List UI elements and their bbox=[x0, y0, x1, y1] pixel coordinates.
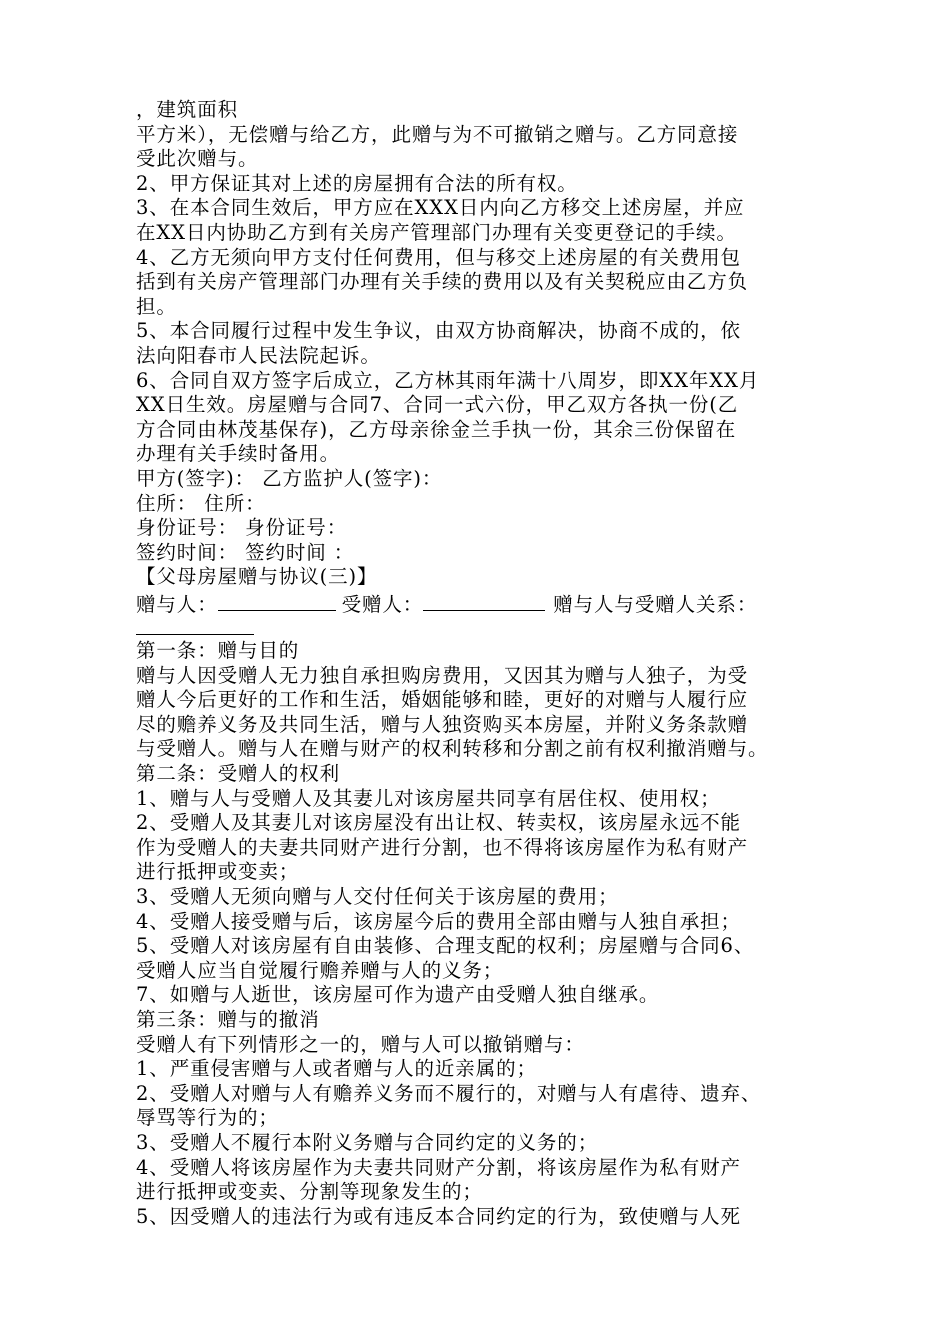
signing-date-line: 签约时间： 签约时间 ： bbox=[136, 540, 355, 564]
donee-label: 受赠人： bbox=[341, 592, 424, 616]
text-line: 担。 bbox=[136, 294, 177, 318]
text-line: 方合同由林茂基保存)，乙方母亲徐金兰手执一份，其余三份保留在 bbox=[136, 417, 737, 441]
text-line: 作为受赠人的夫妻共同财产进行分割，也不得将该房屋作为私有财产 bbox=[136, 835, 749, 859]
article-heading: 第二条：受赠人的权利 bbox=[136, 762, 341, 786]
text-line: 受赠人应当自觉履行赡养赠与人的义务； bbox=[136, 958, 504, 982]
text-line: 平方米），无偿赠与给乙方，此赠与为不可撤销之赠与。乙方同意接 bbox=[136, 122, 739, 146]
address-line: 住所： 住所： bbox=[136, 491, 266, 515]
relation-blank bbox=[136, 614, 254, 635]
text-line: XX日生效。房屋赠与合同7、合同一式六份，甲乙双方各执一份(乙 bbox=[136, 393, 739, 417]
text-line: 受赠人有下列情形之一的，赠与人可以撤销赠与： bbox=[136, 1032, 585, 1056]
text-line: 办理有关手续时备用。 bbox=[136, 442, 341, 466]
text-line: 赠与人因受赠人无力独自承担购房费用，又因其为赠与人独子，为受 bbox=[136, 663, 749, 687]
text-line: 进行抵押或变卖、分割等现象发生的； bbox=[136, 1180, 483, 1204]
text-line: 5、因受赠人的违法行为或有违反本合同约定的行为，致使赠与人死 bbox=[136, 1204, 741, 1228]
donee-blank bbox=[423, 590, 545, 611]
text-line: 4、受赠人将该房屋作为夫妻共同财产分割，将该房屋作为私有财产 bbox=[136, 1155, 741, 1179]
text-line: 3、受赠人不履行本附义务赠与合同约定的义务的； bbox=[136, 1130, 599, 1154]
text-line: 2、受赠人对赠与人有赡养义务而不履行的，对赠与人有虐待、遗弃、 bbox=[136, 1081, 762, 1105]
text-line: 法向阳春市人民法院起诉。 bbox=[136, 343, 381, 367]
text-line: 1、赠与人与受赠人及其妻儿对该房屋共同享有居住权、使用权； bbox=[136, 786, 721, 810]
relation-fill-line bbox=[136, 614, 826, 639]
text-line: 6、合同自双方签字后成立，乙方林其雨年满十八周岁，即XX年XX月 bbox=[136, 368, 760, 392]
document-body bbox=[136, 98, 826, 1229]
signature-party-line: 甲方(签字)： 乙方监护人(签字)： bbox=[136, 466, 443, 490]
donor-label: 赠与人： bbox=[136, 592, 218, 616]
section-title: 【父母房屋赠与协议(三)】 bbox=[136, 565, 378, 589]
relation-label: 赠与人与受赠人关系： bbox=[553, 592, 758, 616]
text-line: 3、在本合同生效后，甲方应在XXX日内向乙方移交上述房屋，并应 bbox=[136, 196, 745, 220]
id-number-line: 身份证号： 身份证号： bbox=[136, 516, 348, 540]
text-line: 5、受赠人对该房屋有自由装修、合理支配的权利；房屋赠与合同6、 bbox=[136, 934, 755, 958]
text-line: 1、严重侵害赠与人或者赠与人的近亲属的； bbox=[136, 1057, 537, 1081]
article-heading: 第三条：赠与的撤消 bbox=[136, 1007, 320, 1031]
text-line: 辱骂等行为的； bbox=[136, 1106, 279, 1130]
text-line: 受此次赠与。 bbox=[136, 147, 259, 171]
text-line: 进行抵押或变卖； bbox=[136, 860, 300, 884]
text-line: 4、乙方无须向甲方支付任何费用，但与移交上述房屋的有关费用包 bbox=[136, 245, 741, 269]
text-line: 括到有关房产管理部门办理有关手续的费用以及有关契税应由乙方负 bbox=[136, 270, 749, 294]
text-line: 与受赠人。赠与人在赠与财产的权利转移和分割之前有权利撤消赠与。 bbox=[136, 737, 769, 761]
donor-blank bbox=[218, 590, 336, 611]
text-line: ，建筑面积 bbox=[136, 98, 239, 121]
text-line: 在XX日内协助乙方到有关房产管理部门办理有关变更登记的手续。 bbox=[136, 220, 737, 244]
text-line: 2、甲方保证其对上述的房屋拥有合法的所有权。 bbox=[136, 171, 578, 195]
text-line: 3、受赠人无须向赠与人交付任何关于该房屋的费用； bbox=[136, 885, 619, 908]
article-heading: 第一条：赠与目的 bbox=[136, 639, 300, 663]
text-line: 2、受赠人及其妻儿对该房屋没有出让权、转卖权，该房屋永远不能 bbox=[136, 811, 741, 835]
text-line: 赠人今后更好的工作和生活，婚姻能够和睦，更好的对赠与人履行应 bbox=[136, 688, 749, 712]
text-line: 4、受赠人接受赠与后，该房屋今后的费用全部由赠与人独自承担； bbox=[136, 909, 741, 933]
text-line: 5、本合同履行过程中发生争议，由双方协商解决，协商不成的，依 bbox=[136, 319, 741, 343]
text-line: 尽的赡养义务及共同生活，赠与人独资购买本房屋，并附义务条款赠 bbox=[136, 712, 749, 736]
party-fill-line bbox=[136, 590, 826, 615]
text-line: 7、如赠与人逝世，该房屋可作为遗产由受赠人独自继承。 bbox=[136, 983, 660, 1007]
